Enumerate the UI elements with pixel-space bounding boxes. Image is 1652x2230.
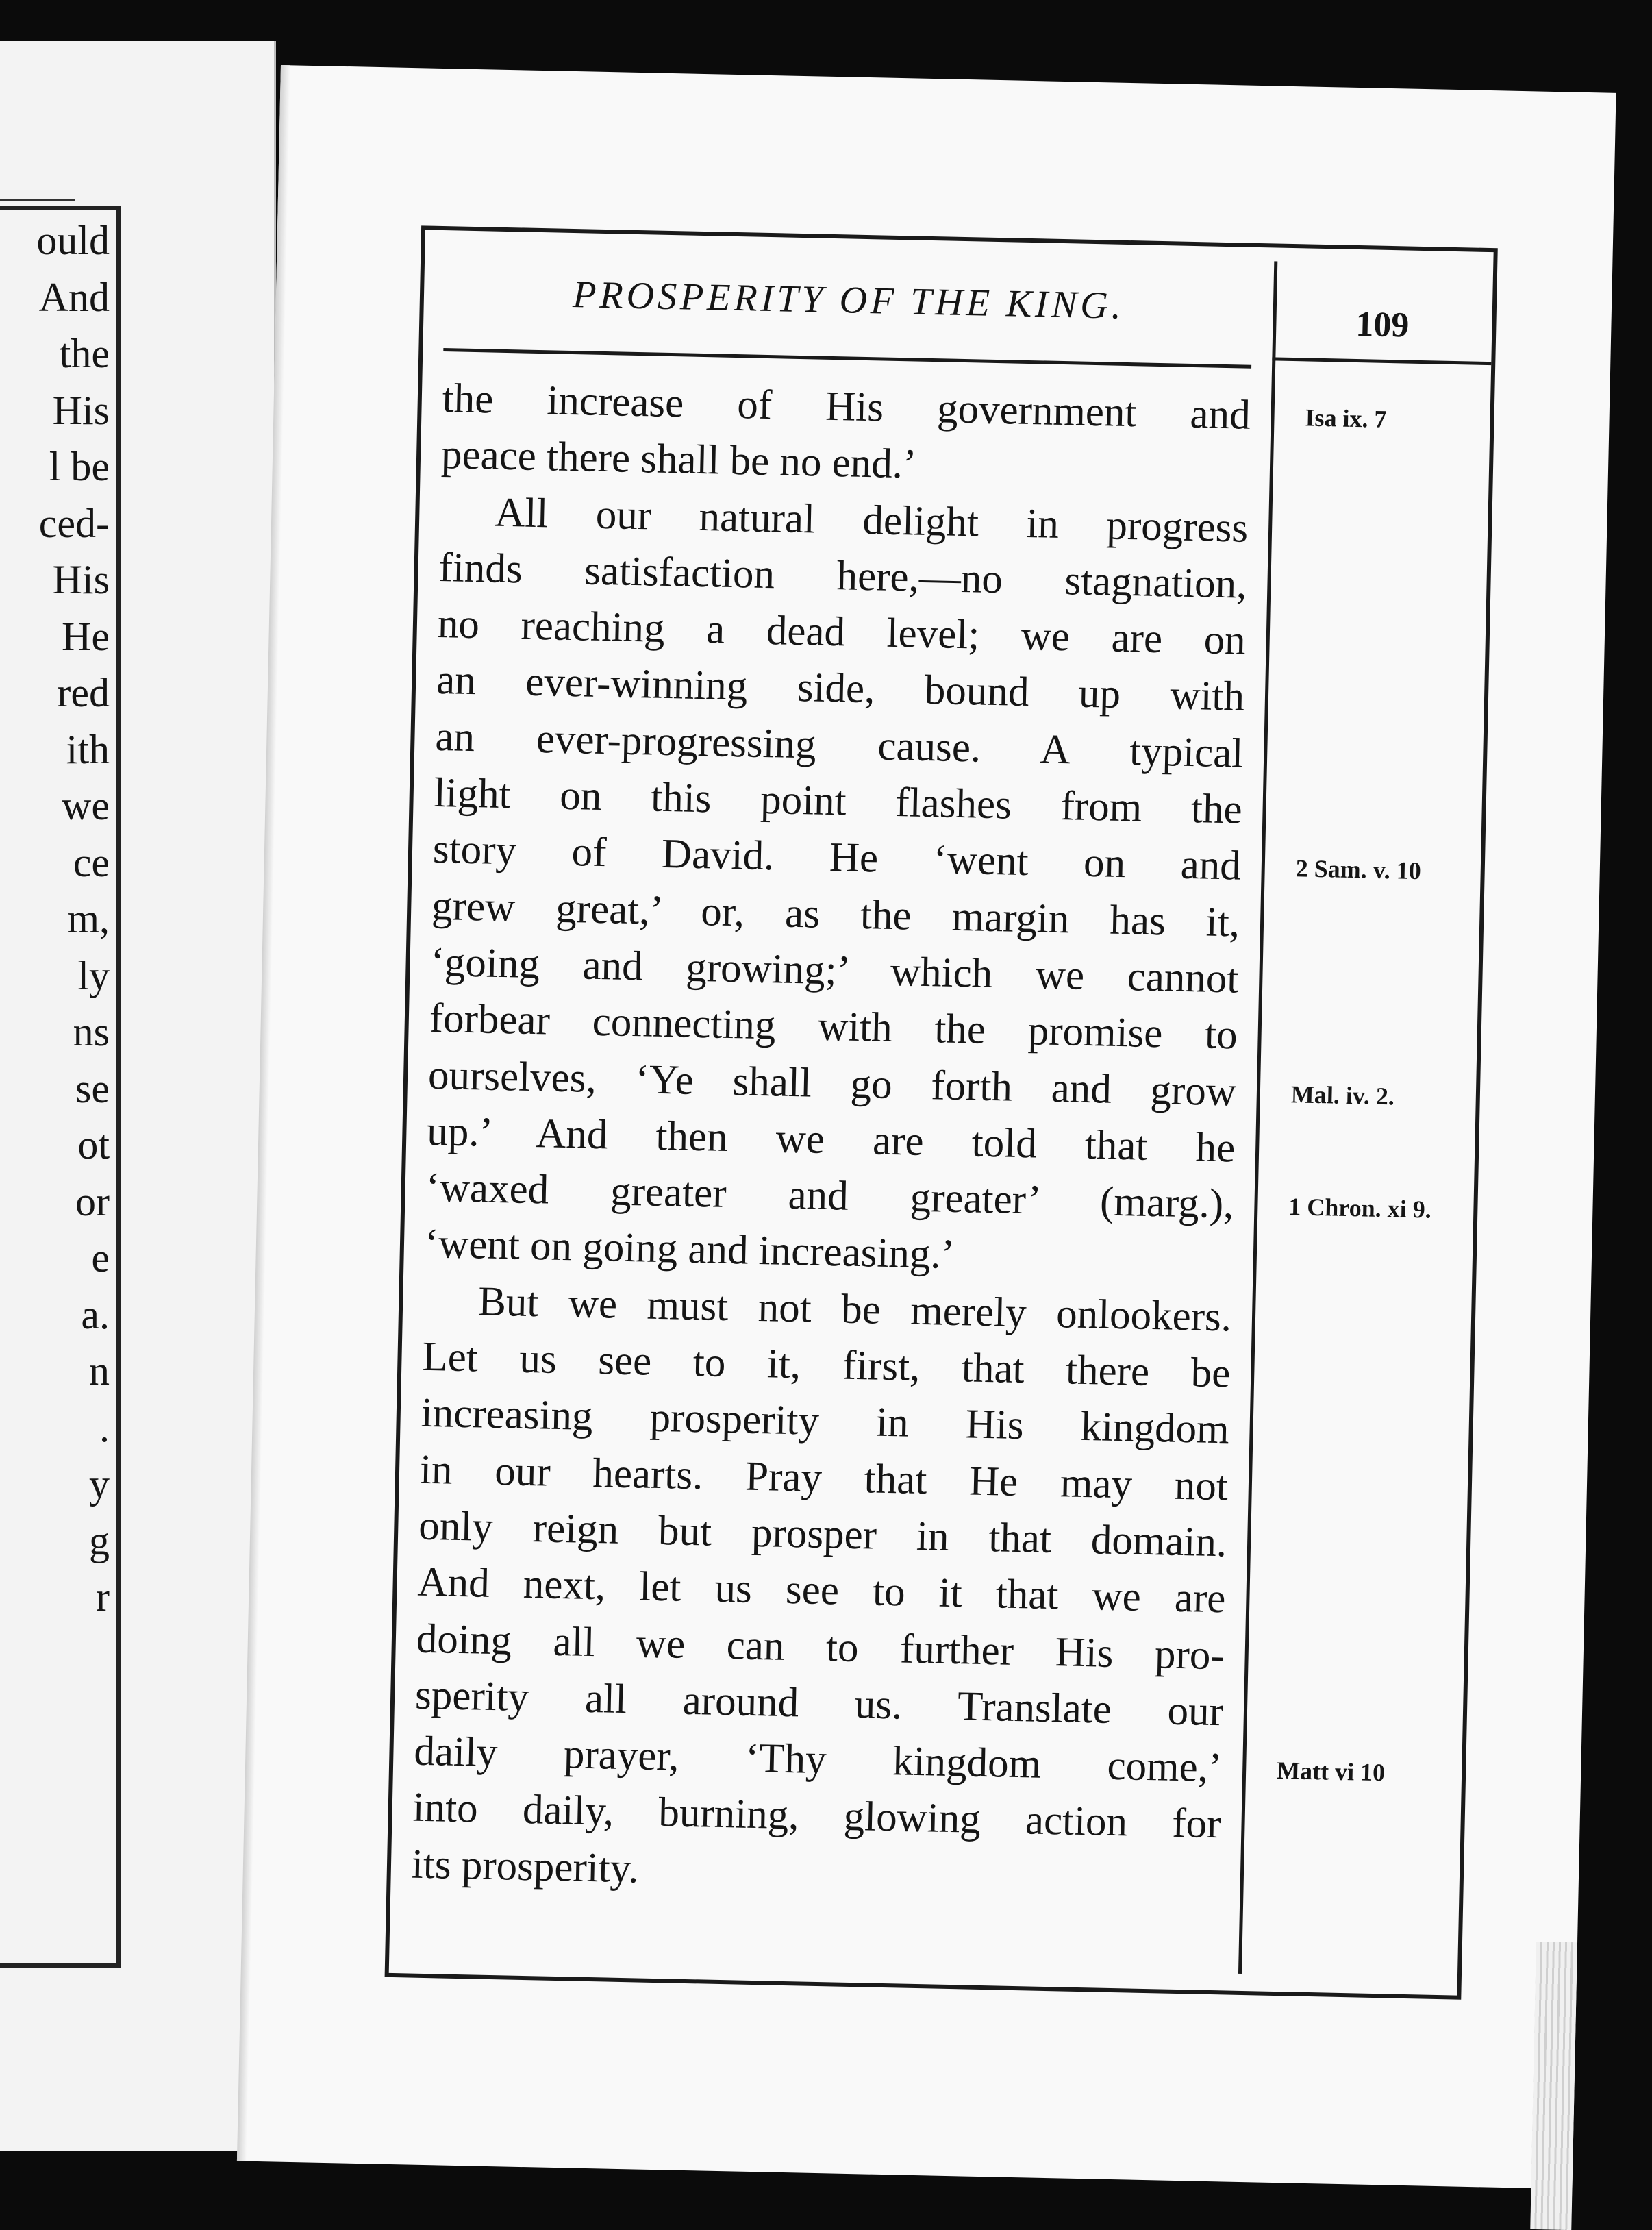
- left-page-fragment: y: [89, 1461, 110, 1507]
- left-page-fragment: l be: [49, 444, 110, 489]
- text-line: light on this point flashes from the: [434, 770, 1243, 833]
- text-line: no reaching a dead level; we are on: [437, 601, 1247, 664]
- margin-note: 1 Chron. xi 9.: [1288, 1193, 1432, 1224]
- text-line: doing all we can to further His pro-: [416, 1615, 1225, 1678]
- margin-note: 2 Sam. v. 10: [1295, 854, 1422, 885]
- left-page-fragment: e: [91, 1235, 110, 1280]
- text-line: an ever-progressing cause. A typical: [434, 713, 1244, 777]
- body-text: [411, 371, 1251, 1909]
- text-line: grew great,’ or, as the margin has it,: [431, 882, 1240, 946]
- left-page-fragment: ced-: [38, 500, 110, 546]
- left-page-fragment: ot: [77, 1122, 110, 1167]
- left-page: [0, 41, 276, 2151]
- page-edges: [1530, 1942, 1577, 2230]
- left-page-fragment: ith: [66, 726, 110, 772]
- left-page-text: [0, 212, 110, 1626]
- text-line: the increase of His government and: [442, 375, 1251, 438]
- text-line: story of David. He ‘went on and: [432, 826, 1242, 889]
- text-line: But we must not be merely onlookers.: [477, 1278, 1232, 1341]
- text-line: ‘going and growing;’ which we cannot: [429, 939, 1240, 1002]
- margin-note: Isa ix. 7: [1305, 404, 1387, 433]
- text-line: its prosperity.: [411, 1841, 640, 1892]
- text-line: All our natural delight in progress: [494, 489, 1249, 552]
- left-page-fragment: ould: [36, 218, 110, 263]
- text-line: an ever-winning side, bound up with: [436, 657, 1245, 721]
- margin-note: Mal. iv. 2.: [1290, 1080, 1395, 1110]
- text-line: forbear connecting with the promise to: [429, 995, 1238, 1058]
- text-line: in our hearts. Pray that He may not: [419, 1446, 1229, 1510]
- left-page-fragment: His: [52, 387, 110, 433]
- text-line: ‘went on going and increasing.’: [424, 1221, 955, 1278]
- left-page-fragment: a.: [81, 1291, 110, 1337]
- left-page-fragment: ly: [77, 952, 110, 998]
- text-line: only reign but prosper in that domain.: [418, 1502, 1227, 1566]
- text-line: peace there shall be no end.’: [440, 432, 918, 488]
- left-page-fragment: .: [99, 1404, 110, 1450]
- text-line: finds satisfaction here,—no stagnation,: [438, 544, 1248, 608]
- text-line: daily prayer, ‘Thy kingdom come,’: [413, 1728, 1223, 1792]
- text-line: ‘waxed greater and greater’ (marg.),: [425, 1164, 1235, 1228]
- left-page-fragment: ce: [73, 839, 110, 885]
- left-page-fragment: r: [96, 1574, 110, 1620]
- text-line: Let us see to it, first, that there be: [421, 1333, 1231, 1397]
- text-line: into daily, burning, glowing action for: [412, 1785, 1222, 1848]
- left-page-fragment: se: [75, 1065, 110, 1111]
- left-page-fragment: n: [89, 1348, 110, 1393]
- text-line: And next, let us see to it that we are: [416, 1559, 1227, 1622]
- left-page-fragment: And: [38, 274, 110, 320]
- left-page-fragment: m,: [67, 896, 110, 941]
- left-page-fragment: ns: [73, 1009, 110, 1054]
- page-number-rule: [1272, 357, 1491, 365]
- text-line: sperity all around us. Translate our: [414, 1672, 1224, 1735]
- text-line: up.’ And then we are told that he: [426, 1108, 1236, 1172]
- text-line: increasing prosperity in His kingdom: [421, 1390, 1230, 1453]
- right-page: [237, 65, 1616, 2189]
- page-number: 109: [1355, 304, 1410, 345]
- text-line: ourselves, ‘Ye shall go forth and grow: [427, 1052, 1237, 1115]
- running-header: PROSPERITY OF THE KING.: [572, 273, 1125, 327]
- left-page-header-rule: [0, 199, 75, 201]
- left-page-fragment: He: [62, 613, 110, 659]
- left-page-fragment: red: [57, 670, 110, 715]
- left-page-fragment: g: [89, 1517, 110, 1563]
- left-page-fragment: the: [59, 331, 110, 376]
- text-frame: [385, 225, 1498, 1999]
- margin-note: Matt vi 10: [1276, 1757, 1386, 1787]
- left-page-fragment: His: [52, 557, 110, 602]
- left-page-fragment: or: [75, 1178, 110, 1224]
- left-page-fragment: we: [62, 783, 110, 828]
